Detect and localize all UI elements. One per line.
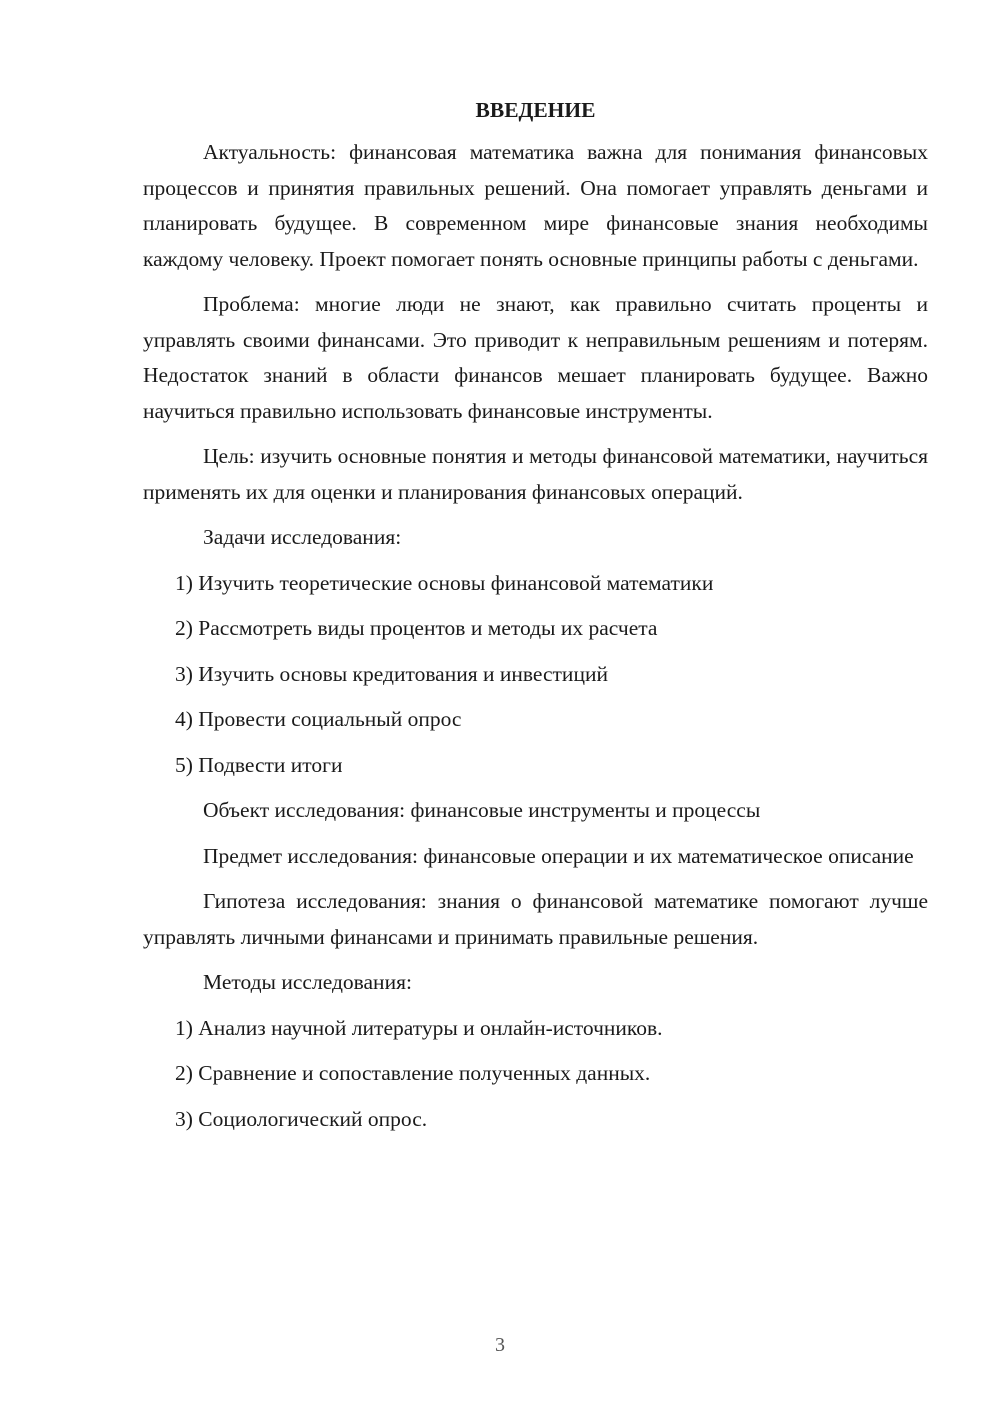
list-item: 2) Рассмотреть виды процентов и методы их расчета (175, 616, 658, 640)
subject-paragraph: Предмет исследования: финансовые операции и их математическое описание (203, 843, 914, 868)
page-heading: ВВЕДЕНИЕ (475, 98, 596, 122)
relevance-paragraph: Актуальность: финансовая математика важна для понимания финансовых процессов и принятия правильных решений. Она помогает управлять деньгами и планировать будущее. В современном мире финансовые знания необходимы каждому человеку. Проект помогает понять основные принципы работы с деньгами. (143, 140, 928, 271)
page-number: 3 (495, 1334, 505, 1356)
document-page (143, 95, 928, 1147)
methods-list (143, 1011, 928, 1138)
list-item: 1) Анализ научной литературы и онлайн-источников. (175, 1015, 663, 1040)
tasks-list (143, 566, 928, 784)
list-item: 3) Изучить основы кредитования и инвестиций (175, 661, 608, 686)
object-paragraph: Объект исследования: финансовые инструменты и процессы (203, 798, 761, 822)
hypothesis-paragraph: Гипотеза исследования: знания о финансовой математике помогают лучше управлять личными финансами и принимать правильные решения. (143, 889, 928, 949)
list-item: 1) Изучить теоретические основы финансовой математики (175, 570, 714, 595)
goal-paragraph: Цель: изучить основные понятия и методы финансовой математики, научиться применять их для оценки и планирования финансовых операций. (143, 444, 928, 504)
tasks-title: Задачи исследования: (203, 525, 402, 549)
list-item: 3) Социологический опрос. (175, 1106, 428, 1131)
methods-title: Методы исследования: (203, 970, 412, 994)
list-item: 5) Подвести итоги (175, 752, 343, 777)
list-item: 2) Сравнение и сопоставление полученных данных. (175, 1061, 651, 1085)
problem-paragraph: Проблема: многие люди не знают, как правильно считать проценты и управлять своими финансами. Это приводит к неправильным решениям и потерям. Недостаток знаний в области финансов мешает планировать будущее. Важно научиться правильно использовать финансовые инструменты. (143, 292, 928, 423)
list-item: 4) Провести социальный опрос (175, 707, 462, 731)
